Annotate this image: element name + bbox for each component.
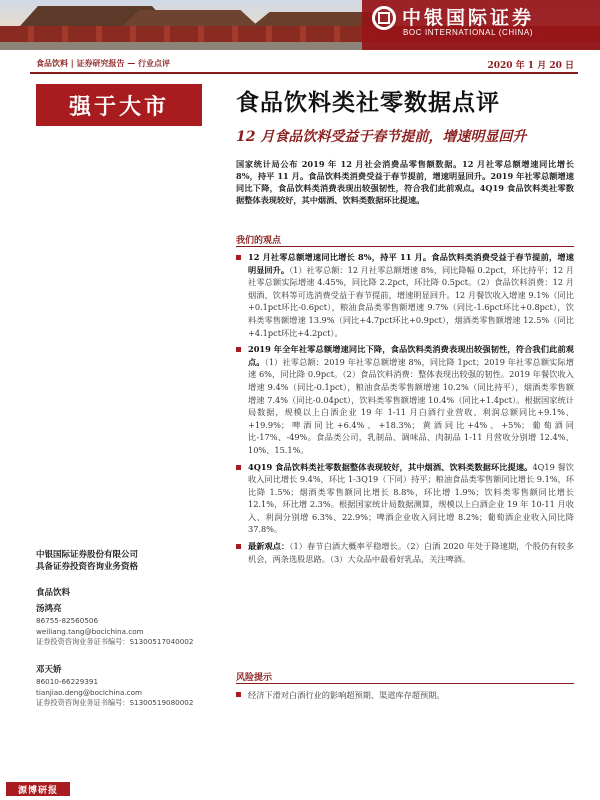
abstract-paragraph: 国家统计局公布 2019 年 12 月社会消费品零售额数据。12 月社零总额增速同比增长 8%，持平 11 月。食品饮料类消费受益于春节提前，增速明显回升。2019 年社零总额增速同比下降，食品饮料类消费表现出较强韧性，符合我们此前观点。4Q19 食品饮料类社零数据整体表现较好，其中烟酒、饮料类数据环比提速。	[236, 159, 574, 205]
analyst-name: 邓天娇	[36, 665, 62, 675]
sector-label: 食品饮料	[36, 588, 71, 598]
risk-text: 经济下滑对白酒行业的影响超预期、渠道库存超预期。	[248, 690, 445, 700]
analyst-block	[36, 602, 226, 648]
analyst-phone: 86010-66229391	[36, 677, 99, 686]
square-bullet-icon	[236, 465, 241, 470]
analyst-name: 汤鸿亮	[36, 604, 62, 614]
list-item	[236, 461, 574, 537]
risk-heading: 风险提示	[236, 673, 273, 683]
bullet-lead: 12 月社零总额增速同比增长 8%，持平 11 月。食品饮料类消费受益于春节提前，增速明显回升。	[248, 252, 574, 275]
rating-badge: 强于大市	[36, 84, 202, 126]
square-bullet-icon	[236, 255, 241, 260]
square-bullet-icon	[236, 692, 241, 697]
report-date: 2020 年 1 月 20 日	[487, 61, 574, 71]
bullet-lead: 最新观点：	[248, 541, 290, 552]
header-divider	[30, 72, 578, 74]
bullet-body: 4Q19 餐饮收入同比增长 9.4%，环比 1-3Q19（下同）持平；粮油食品类零售额同比增长 9.1%，环比降 1.5%；烟酒类零售额同比增长 8.8%，环比增 1.9%；饮料类零售额同比增长 12.1%，环比增 2.3%。根据国家统计局数据测算，规模以上白酒企业 19 年 10-11 月收入、利润分别增 6.3%、22.9%；啤酒企业收入同比增 8.2%；葡萄酒企业收入同比降 37.8%。	[248, 461, 574, 535]
analyst-cert: 证券投资咨询业务证书编号：S1300519080002	[36, 698, 194, 707]
risk-item	[236, 689, 574, 701]
report-category: 食品饮料 | 证券研究报告 — 行业点评	[36, 58, 171, 68]
analyst-cert: 证券投资咨询业务证书编号：S1300517040002	[36, 637, 194, 646]
bullet-lead: 2019 年全年社零总额增速同比下降，食品饮料类消费表现出较强韧性，符合我们此前观点。	[248, 344, 574, 367]
square-bullet-icon	[236, 347, 241, 352]
firm-name: 中银国际证券股份有限公司	[36, 550, 139, 560]
logo-chinese-name: 中银国际证券	[402, 7, 535, 29]
bullet-lead: 4Q19 食品饮料类社零数据整体表现较好，其中烟酒、饮料类数据环比提速。	[248, 461, 533, 472]
list-item	[236, 251, 574, 339]
list-item	[236, 343, 574, 456]
views-divider	[236, 246, 574, 247]
boc-logo-icon	[372, 6, 396, 30]
bullet-body: （1）春节白酒大概率平稳增长。（2）白酒 2020 年处于降速期，个股仍有较多机会，两条选股思路。（3）大众品中最看好乳品，关注啤酒。	[248, 541, 574, 564]
report-subtitle: 12 月食品饮料受益于春节提前，增速明显回升	[236, 129, 527, 145]
analyst-block	[36, 663, 226, 709]
footer-watermark-tag: 源博研报	[6, 782, 70, 796]
analyst-email[interactable]: weiliang.tang@bocichina.com	[36, 626, 144, 636]
header-banner	[0, 0, 600, 50]
firm-qualification: 具备证券投资咨询业务资格	[36, 562, 139, 572]
bullet-body: （1）社零总额：2019 年社零总额增速 8%，同比降 1pct；2019 年社零总额实际增速 6%，同比降 0.9pct。（2）食品饮料消费：整体表现出较强的韧性。2019 年餐饮收入增速 9.4%（同比-0.1pct），粮油食品类零售额增速 10.2%（同比持平），烟酒类零售额增速 7.4%（同比-0.04pct），饮料类零售额增速 10.4%（同比+1.4pct）。根据国家统计局数据，规模以上白酒企业 19 年 1-11 月白酒行业营收、利润总额同比+9.1%、+19.9%；啤酒同比+6.4%、+18.3%；黄酒同比+4%、+5%；葡萄酒同比-17%、-49%。食品类公司，乳制品、调味品、肉制品 1-11 月营收分别增 12.4%、10%、15.1%。	[248, 356, 574, 455]
bullet-body: （1）社零总额：12 月社零总额增速 8%，同比降幅 0.2pct，环比持平；12 月社零总额实际增速 4.45%，同比降 2.2pct，环比降 0.5pct。（2）食品饮料消费：12 月烟酒、饮料等可选消费受益于春节提前，增速明显回升。12 月餐饮收入增速 9.1%（同比+0.1pct环比-0.6pct），粮油食品类零售额增速 9.7%（同比-1.6pct环比+0.8pct），饮料类零售额增速 13.9%（同比+4.7pct环比+0.9pct），烟酒类零售额增速 12.5%（同比+4.1pct环比+4.2pct）。	[248, 264, 574, 338]
logo-english-name: BOC INTERNATIONAL (CHINA)	[403, 28, 534, 37]
analyst-email[interactable]: tianjiao.deng@bocichina.com	[36, 687, 143, 697]
report-title: 食品饮料类社零数据点评	[236, 89, 500, 116]
list-item	[236, 540, 574, 565]
views-list	[236, 251, 574, 569]
risk-divider	[236, 683, 574, 684]
analyst-phone: 86755-82560506	[36, 616, 99, 625]
views-heading: 我们的观点	[236, 236, 282, 246]
square-bullet-icon	[236, 544, 241, 549]
